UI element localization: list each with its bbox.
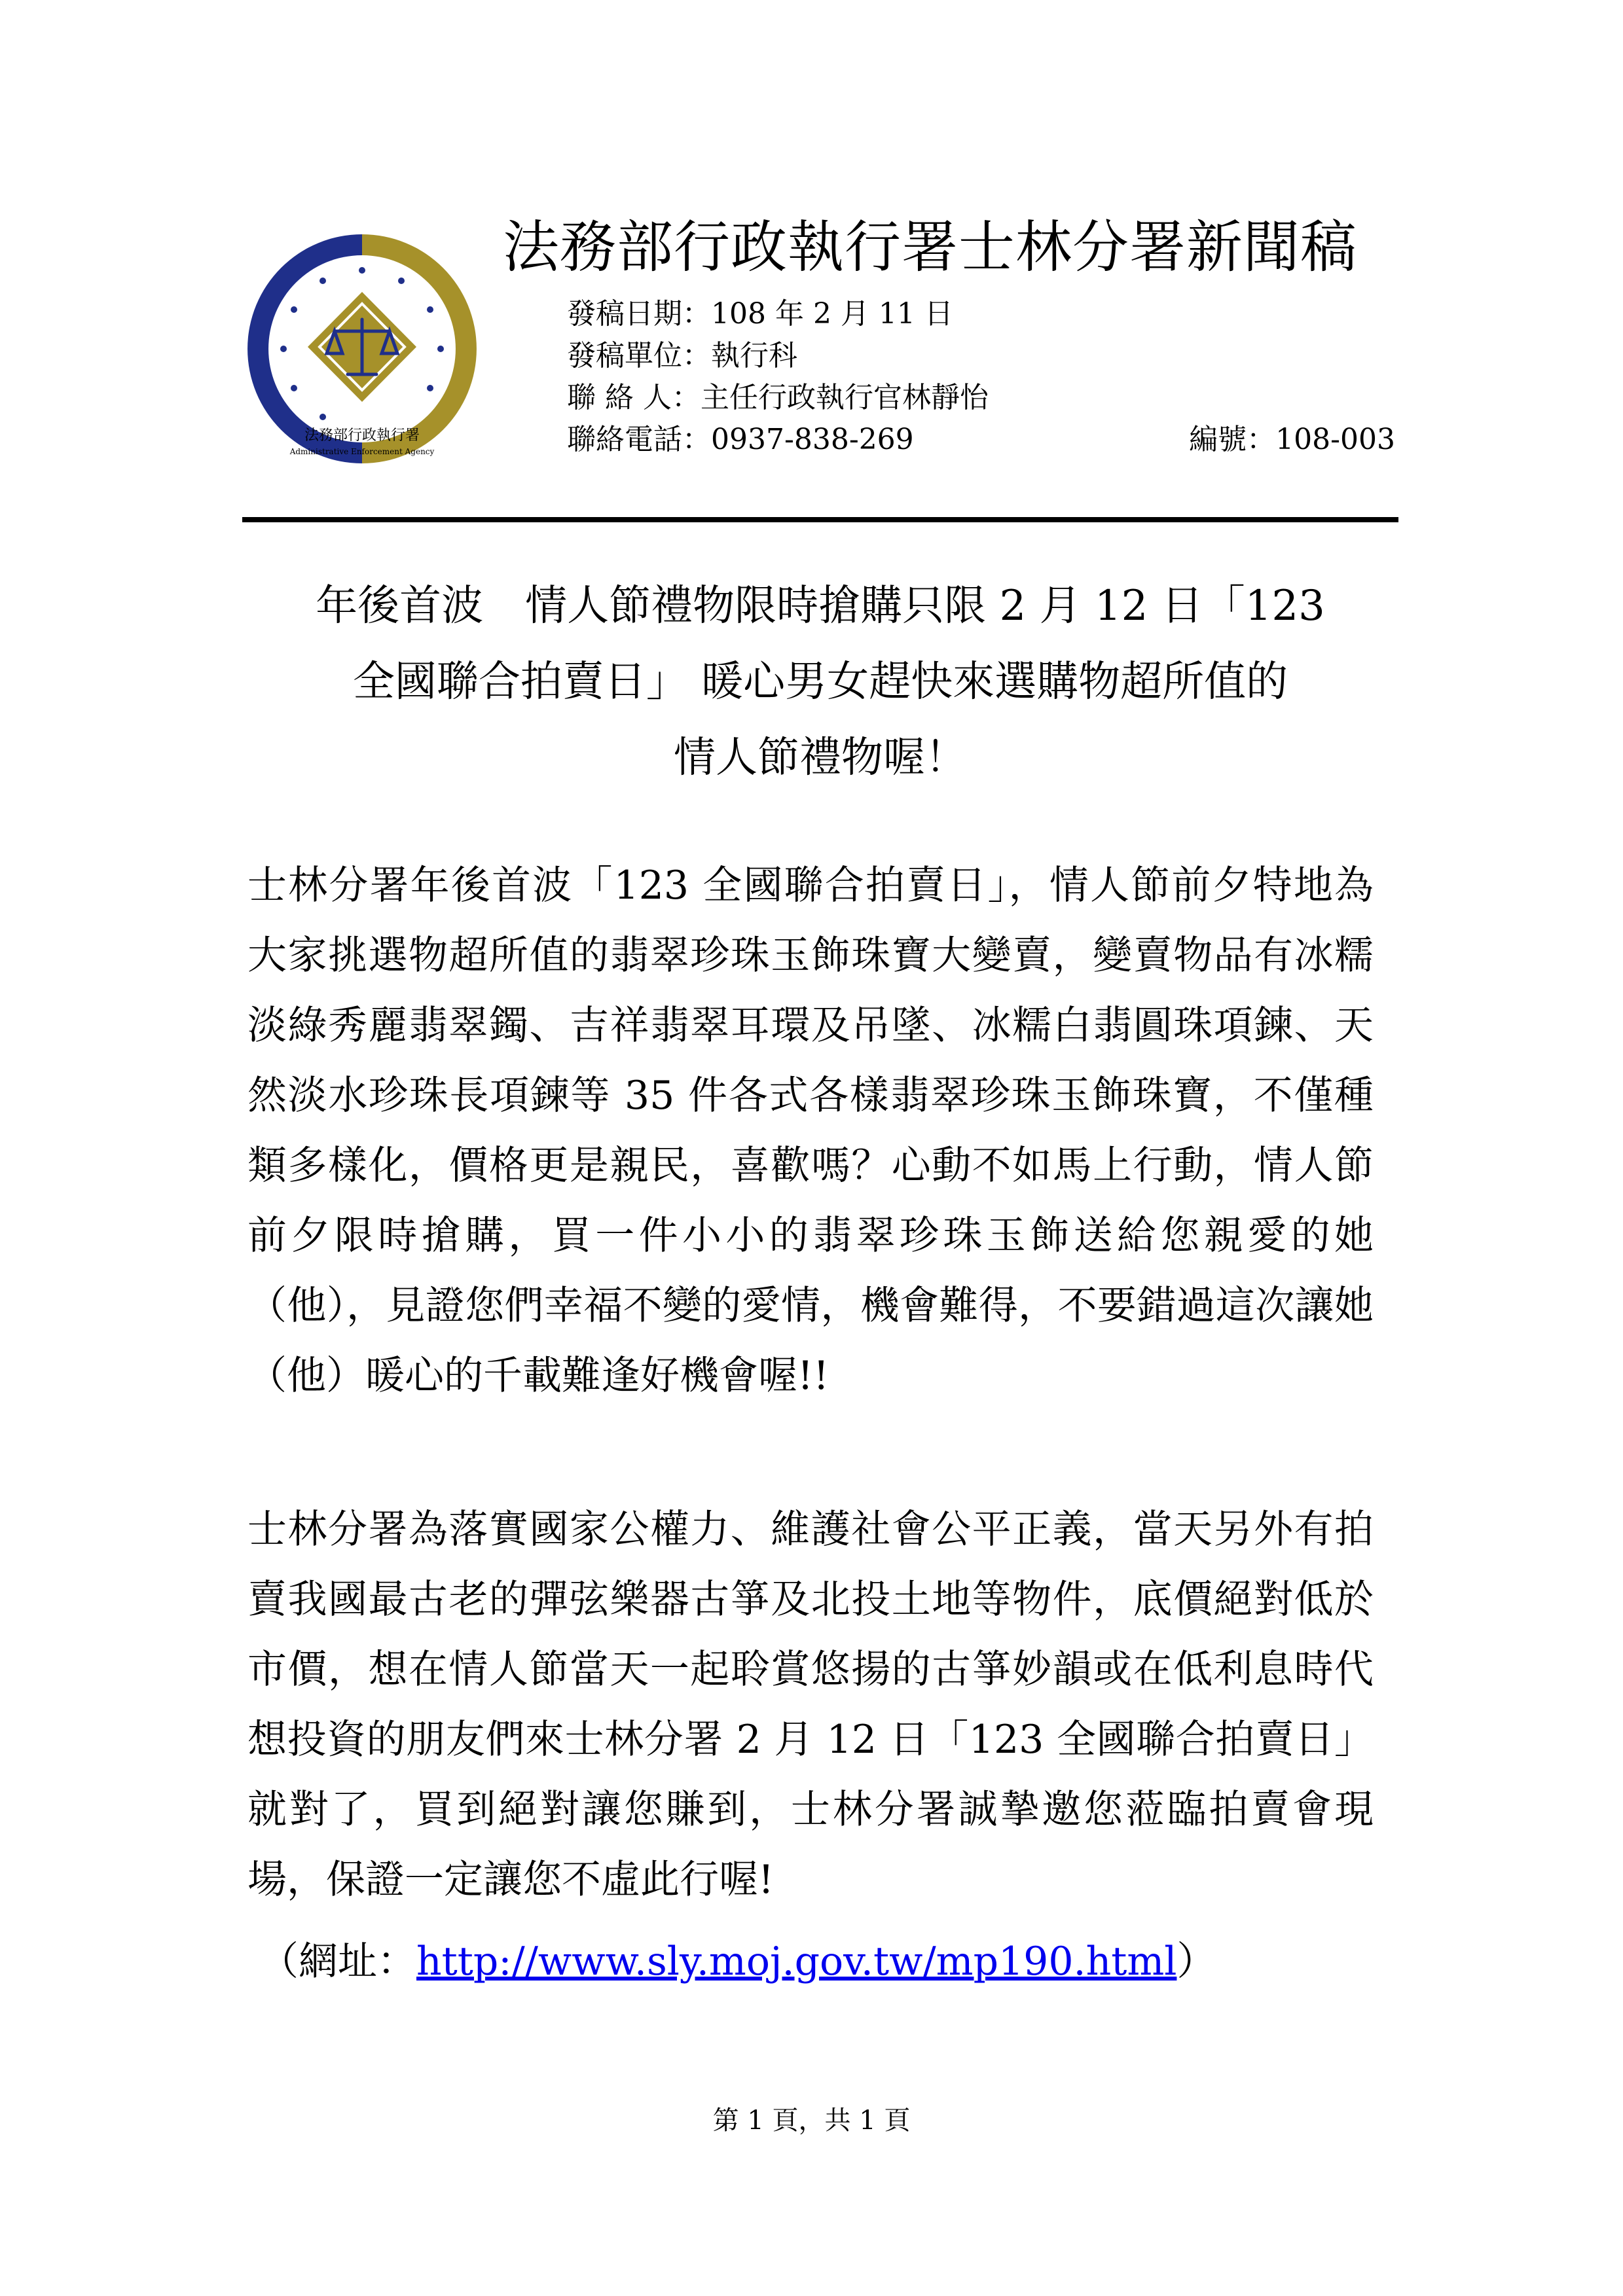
logo-name-en: Administrative Enforcement Agency [289,447,435,456]
scales-of-justice-icon [241,228,483,470]
headline-line-3: 情人節禮物喔！ [674,734,967,782]
agency-logo [241,228,483,470]
contact-phone: 聯絡電話：0937-838-269 [567,423,914,456]
body-paragraph-1: 士林分署年後首波「123 全國聯合拍賣日」，情人節前夕特地為大家挑選物超所值的翡翠珍珠玉飾珠寶大變賣，變賣物品有冰糯淡綠秀麗翡翠鐲、吉祥翡翠耳環及吊墜、冰糯白翡圓珠項鍊、天然淡水珍珠長項鍊等 35 件各式各樣翡翠珍珠玉飾珠寶，不僅種類多樣化，價格更是親民，喜歡嗎？心動不如馬上行動，情人節前夕限時搶購，買一件小小的翡翠珍珠玉飾送給您親愛的她（他），見證您們幸福不變的愛情，機會難得，不要錯過這次讓她（他）暖心的千載難逢好機會喔!! [247,863,1374,1399]
contact-person: 聯 絡 人：主任行政執行官林靜怡 [567,381,989,414]
press-release-title: 法務部行政執行署士林分署新聞稿 [503,215,1357,280]
headline [242,568,1398,796]
logo-name-zh: 法務部行政執行署 [304,427,420,444]
website-prefix: （網址： [259,1939,416,1984]
body-paragraph-2: 士林分署為落實國家公權力、維護社會公平正義，當天另外有拍賣我國最古老的彈弦樂器古箏及北投土地等物件，底價絕對低於市價，想在情人節當天一起聆賞悠揚的古箏妙韻或在低利息時代想投資的朋友們來士林分署 2 月 12 日「123 全國聯合拍賣日」就對了，買到絕對讓您賺到，士林分署誠摯邀您蒞臨拍賣會現場，保證一定讓您不虛此行喔! [247,1507,1374,1903]
website-link[interactable]: http://www.sly.moj.gov.tw/mp190.html [416,1939,1177,1984]
website-suffix: ） [1176,1939,1216,1984]
header-divider [242,517,1398,522]
page-number: 第 1 頁，共 1 頁 [712,2106,911,2136]
website-line [259,1927,1216,1997]
release-unit: 發稿單位：執行科 [567,339,797,372]
serial-number: 編號：108-003 [1189,423,1395,456]
headline-line-2: 全國聯合拍賣日」 暖心男女趕快來選購物超所值的 [352,658,1288,706]
release-date: 發稿日期：108 年 2 月 11 日 [567,297,953,331]
headline-line-1: 年後首波 情人節禮物限時搶購只限 2 月 12 日「123 [316,582,1325,630]
